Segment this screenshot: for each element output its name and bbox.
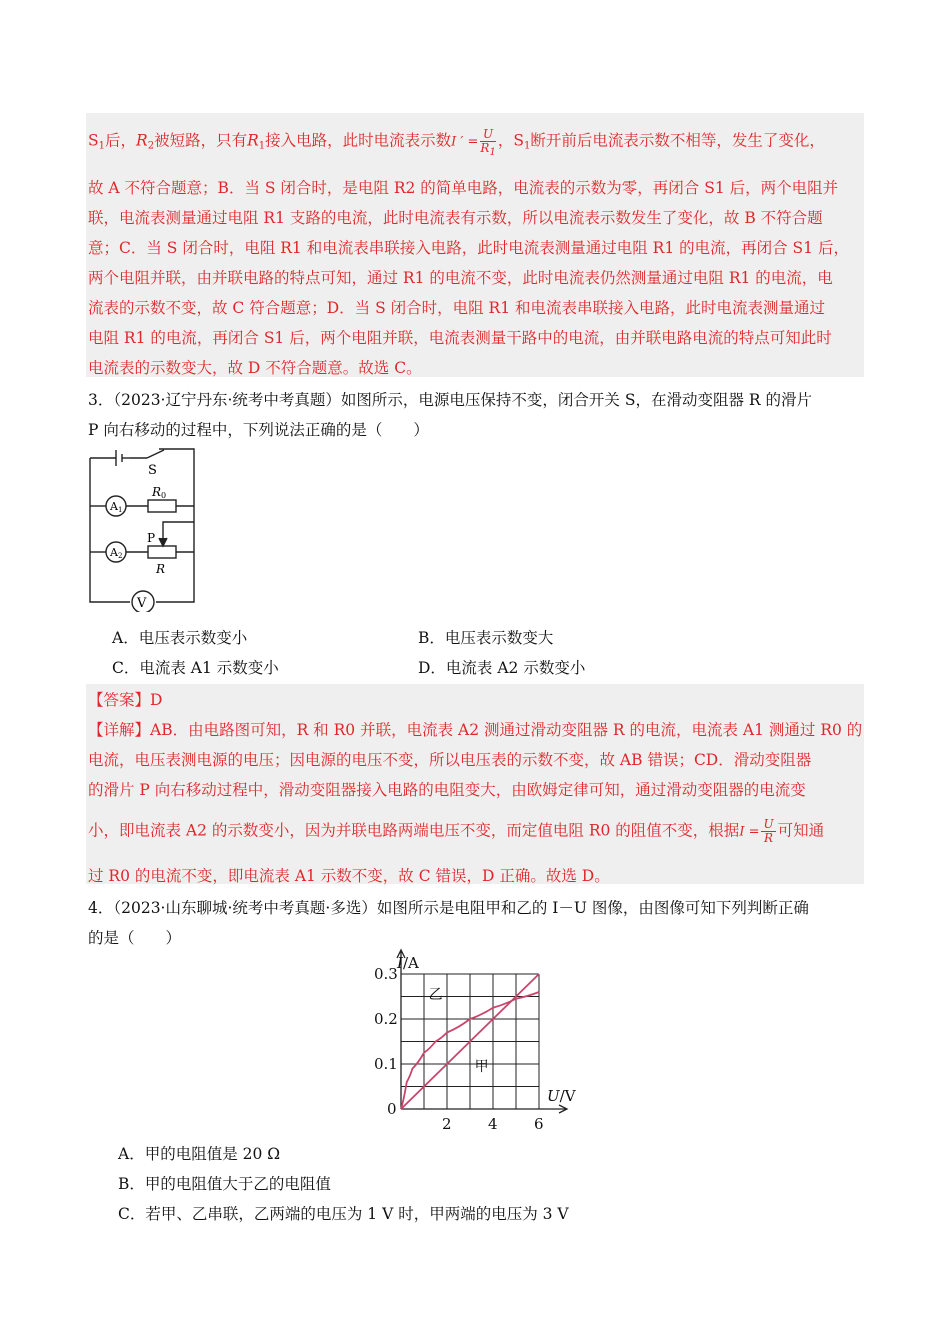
q4-option-b[interactable]: B．甲的电阻值大于乙的电阻值 — [118, 1175, 331, 1193]
y-tick-label: 0.2 — [374, 1010, 398, 1028]
x-tick-label: 4 — [488, 1115, 498, 1133]
x-axis-label: U/V — [547, 1087, 576, 1105]
ammeter-a1-label: A1 — [110, 500, 123, 514]
prev-answer-line-3: 联，电流表测量通过电阻 R1 支路的电流，此时电流表有示数，所以电流表示数发生了变化，故 B 不符合题 — [88, 209, 823, 227]
y-tick-label: 0.1 — [374, 1055, 398, 1073]
q3-detail-line-1: 【详解】AB．由电路图可知，R 和 R0 并联，电流表 A2 测通过滑动变阻器 R 的电流，电流表 A1 测通过 R0 的 — [88, 721, 863, 739]
y-tick-label: 0.3 — [374, 965, 398, 983]
q3-stem-line-2: P 向右移动的过程中，下列说法正确的是（ ） — [88, 421, 429, 439]
detail-formula-fraction: $\frac{U}{R}$ — [763, 817, 774, 845]
q3-detail-line-5: 过 R0 的电流不变，即电流表 A1 示数不变，故 C 错误，D 正确。故选 D。 — [88, 867, 610, 885]
prev-answer-line-5: 两个电阻并联，由并联电路的特点可知，通过 R1 的电流不变，此时电流表仍然测量通过电阻 R1 的电流，电 — [88, 269, 833, 287]
prev-answer-line-2: 故 A 不符合题意；B．当 S 闭合时，是电阻 R2 的简单电路，电流表的示数为零，再闭合 S1 后，两个电阻并 — [88, 179, 839, 197]
prev-answer-line-4: 意；C．当 S 闭合时，电阻 R1 和电流表串联接入电路，此时电流表测量通过电阻 R1 的电流，再闭合 S1 后， — [88, 239, 849, 257]
q3-detail-line-2: 电流，电压表测电源的电压；因电源的电压不变，所以电压表的示数不变，故 AB 错误；CD．滑动变阻器 — [88, 751, 812, 769]
r-label: R — [156, 562, 166, 576]
q4-option-c[interactable]: C．若甲、乙串联，乙两端的电压为 1 V 时，甲两端的电压为 3 V — [118, 1205, 569, 1223]
slider-p-label: P — [147, 531, 156, 545]
prev-answer-line-7: 电阻 R1 的电流，再闭合 S1 后，两个电阻并联，电流表测量干路中的电流，由并联电路电流的特点可知此时 — [88, 329, 832, 347]
q3-option-d[interactable]: D．电流表 A2 示数变小 — [418, 659, 586, 677]
prev-answer-line-1: $S_1$后，$R_2$被短路，只有$R_1$接入电路，此时电流表示数I ′ = $\frac{U}{R_1}$ ，$S_1$断开前后电流表示数不相等，发生了变化， — [88, 127, 825, 158]
q3-detail-line-3: 的滑片 P 向右移动过程中，滑动变阻器接入电路的电阻变大，由欧姆定律可知，通过滑动变阻器的电流变 — [88, 781, 806, 799]
ammeter-a2-label: A2 — [110, 546, 123, 560]
q4-stem-line-1: 4．（2023·山东聊城·统考中考真题·多选）如图所示是电阻甲和乙的 I－U 图像，由图像可知下列判断正确 — [88, 899, 809, 917]
q3-circuit-diagram — [84, 446, 204, 612]
origin-label: 0 — [387, 1100, 397, 1118]
q4-option-a[interactable]: A．甲的电阻值是 20 Ω — [118, 1145, 281, 1163]
formula-lhs: I ′ = — [451, 134, 479, 150]
prev-answer-line-8: 电流表的示数变大，故 D 不符合题意。故选 C。 — [88, 359, 422, 377]
iu-chart — [360, 948, 590, 1138]
q4-stem-line-2: 的是（ ） — [88, 929, 182, 947]
y-axis-label: I/A — [397, 954, 419, 972]
x-axis — [401, 1105, 567, 1113]
detail-formula-lhs: I = — [739, 824, 760, 840]
switch-label: S — [148, 463, 157, 478]
x-tick-label: 2 — [442, 1115, 452, 1133]
q3-stem-line-1: 3．（2023·辽宁丹东·统考中考真题）如图所示，电源电压保持不变，闭合开关 S，在滑动变阻器 R 的滑片 — [88, 391, 812, 409]
formula-fraction: $\frac{U}{R_1}$ — [480, 127, 496, 158]
series-label-jia: 甲 — [474, 1058, 489, 1075]
voltmeter-label: V — [137, 596, 147, 611]
r0-label: R0 — [152, 485, 167, 500]
q3-option-a[interactable]: A．电压表示数变小 — [112, 629, 248, 647]
series-label-yi: 乙 — [428, 986, 443, 1003]
q3-option-c[interactable]: C．电流表 A1 示数变小 — [112, 659, 279, 677]
prev-answer-line-6: 流表的示数不变，故 C 符合题意；D．当 S 闭合时，电阻 R1 和电流表串联接入电路，此时电流表测量通过 — [88, 299, 826, 317]
q3-option-b[interactable]: B．电压表示数变大 — [418, 629, 554, 647]
q3-answer: 【答案】D — [88, 691, 163, 709]
q3-detail-line-4: 小，即电流表 A2 的示数变小，因为并联电路两端电压不变，而定值电阻 R0 的阻值不变，根据I = $\frac{U}{R}$ 可知通 — [88, 817, 825, 845]
x-tick-label: 6 — [534, 1115, 544, 1133]
